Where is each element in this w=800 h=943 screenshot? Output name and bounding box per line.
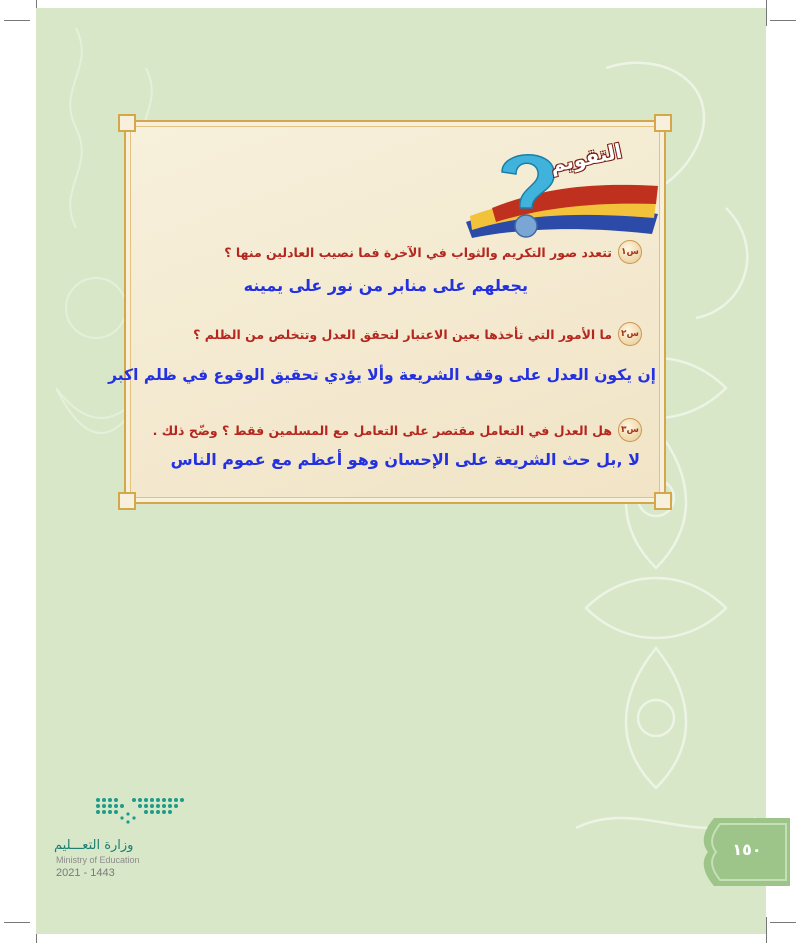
card-corner <box>118 492 136 510</box>
answer-3: لا ,بل حث الشريعة على الإحسان وهو أعظم مع عموم الناس <box>170 450 640 469</box>
ministry-name-arabic: وزارة التعـــليم <box>54 838 134 853</box>
crop-mark <box>766 917 767 943</box>
question-badge-icon: س١ <box>618 240 642 264</box>
question-3 <box>153 418 642 442</box>
section-title: التقويم <box>547 138 625 178</box>
question-1 <box>224 240 642 264</box>
crop-mark <box>770 922 796 923</box>
question-text: ما الأمور التي تأخذها بعين الاعتبار لتحقق العدل وتتخلص من الظلم ؟ <box>193 326 612 342</box>
evaluation-card <box>108 120 666 504</box>
crop-mark <box>770 20 796 21</box>
crop-mark <box>4 922 30 923</box>
answer-1: يجعلهم على منابر من نور على يمينه <box>243 276 528 295</box>
card-corner <box>654 492 672 510</box>
question-text: تتعدد صور التكريم والثواب في الآخرة فما نصيب العادلين منها ؟ <box>224 244 612 260</box>
question-2 <box>193 322 642 346</box>
question-badge-icon: س٣ <box>618 418 642 442</box>
crop-mark <box>766 0 767 26</box>
answer-2: إن يكون العدل على وقف الشريعة وألا يؤدي تحقيق الوقوع في ظلم اكبر <box>108 366 656 384</box>
edition-year: 2021 - 1443 <box>56 867 115 879</box>
page-number: ١٥٠ <box>732 840 762 859</box>
question-text: هل العدل في التعامل مقتصر على التعامل مع المسلمين فقط ؟ وضّح ذلك . <box>152 422 612 438</box>
card-corner <box>118 114 136 132</box>
question-badge-icon: س٢ <box>618 322 642 346</box>
ministry-name-english: Ministry of Education <box>56 855 140 865</box>
card-corner <box>654 114 672 132</box>
crop-mark <box>4 20 30 21</box>
